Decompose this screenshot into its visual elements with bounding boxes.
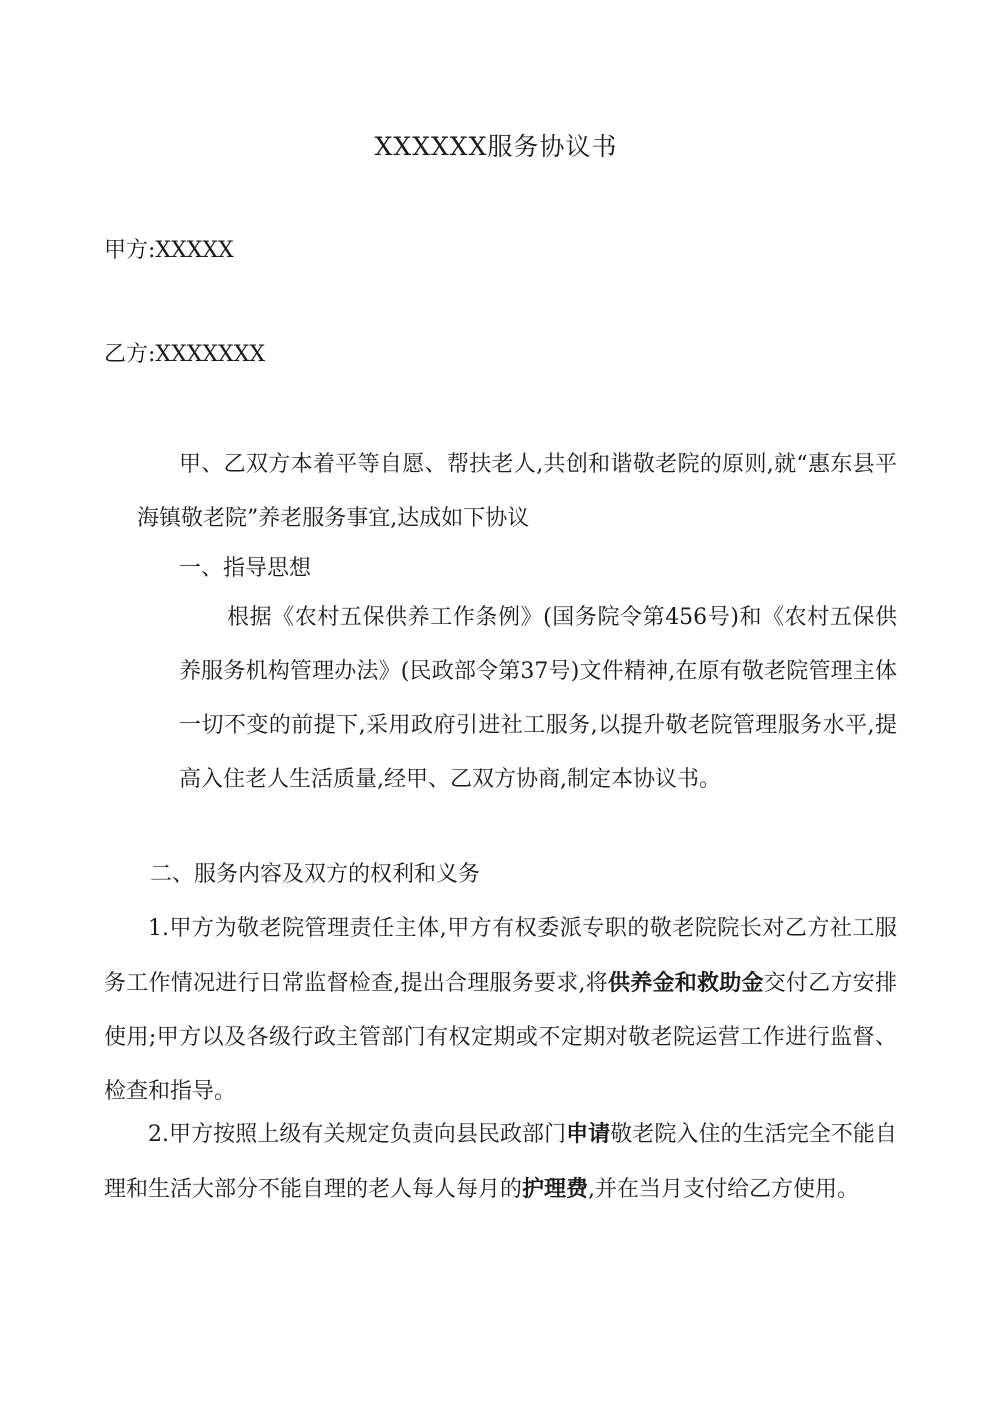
clause-2-paragraph	[104, 1107, 897, 1217]
section-1-body: 根据《农村五保供养工作条例》(国务院令第456号)和《农村五保供养服务机构管理办法》(民政部令第37号)文件精神,在原有敬老院管理主体一切不变的前提下,采用政府引进社工服务,以提升敬老院管理服务水平,提高入住老人生活质量,经甲、乙双方协商,制定本协议书。	[179, 605, 897, 792]
clause-1-text-a: 1.甲方为敬老院管理责任主体,甲方有权委派专职的敬老院院长对乙方社工服务工作情况进行日常监督检查,提出合理服务要求,将	[104, 916, 897, 996]
section-2-heading: 二、服务内容及双方的权利和义务	[150, 862, 481, 887]
clause-2-text-c: ,并在当月支付给乙方使用。	[588, 1177, 860, 1202]
clause-1-paragraph	[104, 902, 897, 1119]
party-a-line: 甲方:XXXXX	[104, 238, 234, 263]
section-1-heading: 一、指导思想	[179, 556, 312, 581]
clause-2-bold-apply: 申请	[566, 1121, 611, 1147]
intro-paragraph: 甲、乙双方本着平等自愿、帮扶老人,共创和谐敬老院的原则,就“惠东县平海镇敬老院”养老服务事宜,达成如下协议	[137, 452, 897, 531]
clause-2-bold-nursing-fee: 护理费	[522, 1176, 589, 1202]
party-b-line: 乙方:XXXXXXX	[104, 342, 266, 367]
document-title: XXXXXX服务协议书	[374, 132, 618, 161]
clause-1-bold-funds: 供养金和救助金	[607, 970, 764, 996]
clause-2-text-a: 2.甲方按照上级有关规定负责向县民政部门	[148, 1122, 567, 1147]
clause-1-text-b: 交付乙方安排使用;甲方以及各级行政主管部门有权定期或不定期对敬老院运营工作进行监督、检查和指导。	[104, 971, 897, 1104]
clause-2-text-b: 敬老院入住的生活完全不能自理和生活大部分不能自理的老人每人每月的	[104, 1122, 897, 1202]
